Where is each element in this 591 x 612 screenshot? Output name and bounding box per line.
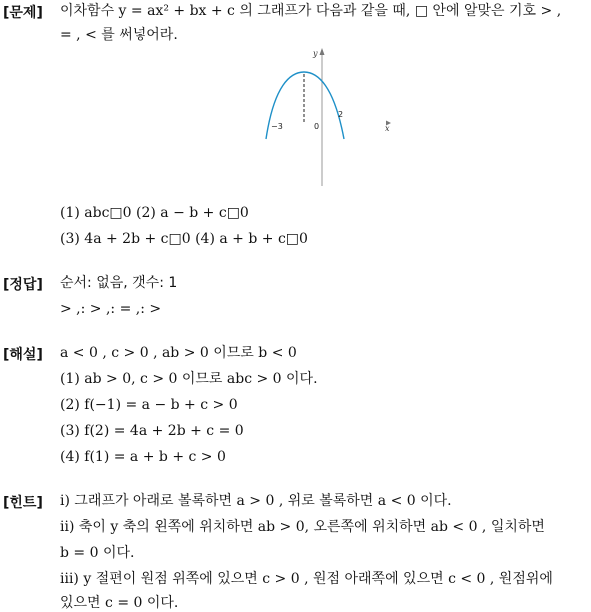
explanation-tag: [해설] [3, 347, 43, 363]
tick-label-origin: 0 [314, 122, 320, 131]
y-axis-arrow-icon [320, 48, 325, 55]
tick-label-right: 2 [338, 110, 344, 119]
explanation-line: (3) f(2) = 4a + 2b + c = 0 [60, 423, 244, 439]
hint-tag: [힌트] [3, 495, 43, 511]
x-axis-label: x [385, 124, 390, 133]
problem-text-line-2: = , < 를 써넣어라. [60, 27, 178, 43]
hint-line: ⅱ) 축이 y 축의 왼쪽에 위치하면 ab > 0, 오른쪽에 위치하면 ab < 0 , 일치하면 [60, 519, 545, 535]
explanation-line: (2) f(−1) = a − b + c > 0 [60, 397, 238, 413]
explanation-line: a < 0 , c > 0 , ab > 0 이므로 b < 0 [60, 345, 297, 361]
answer-tag: [정답] [3, 277, 43, 293]
answer-line-2: > ,: > ,: = ,: > [60, 301, 162, 317]
hint-line: 있으면 c = 0 이다. [60, 595, 179, 611]
hint-line: ⅰ) 그래프가 아래로 볼록하면 a > 0 , 위로 볼록하면 a < 0 이다. [60, 493, 452, 509]
problem-text-line-1: 이차함수 y = ax² + bx + c 의 그래프가 다음과 같을 때, □ 안에 알맞은 기호 > , [60, 3, 562, 19]
answer-line-1: 순서: 없음, 갯수: 1 [60, 275, 178, 291]
choices-line-1: (1) abc□0 (2) a − b + c□0 [60, 205, 249, 221]
y-axis-label: y [313, 49, 318, 58]
problem-tag: [문제] [3, 5, 43, 21]
parabola-graph [262, 46, 402, 191]
tick-label-left: −3 [271, 122, 283, 131]
explanation-line: (1) ab > 0, c > 0 이므로 abc > 0 이다. [60, 371, 318, 387]
hint-line: b = 0 이다. [60, 545, 135, 561]
hint-line: ⅲ) y 절편이 원점 위쪽에 있으면 c > 0 , 원점 아래쪽에 있으면 c < 0 , 원점위에 [60, 571, 553, 587]
explanation-line: (4) f(1) = a + b + c > 0 [60, 449, 226, 465]
choices-line-2: (3) 4a + 2b + c□0 (4) a + b + c□0 [60, 231, 308, 247]
